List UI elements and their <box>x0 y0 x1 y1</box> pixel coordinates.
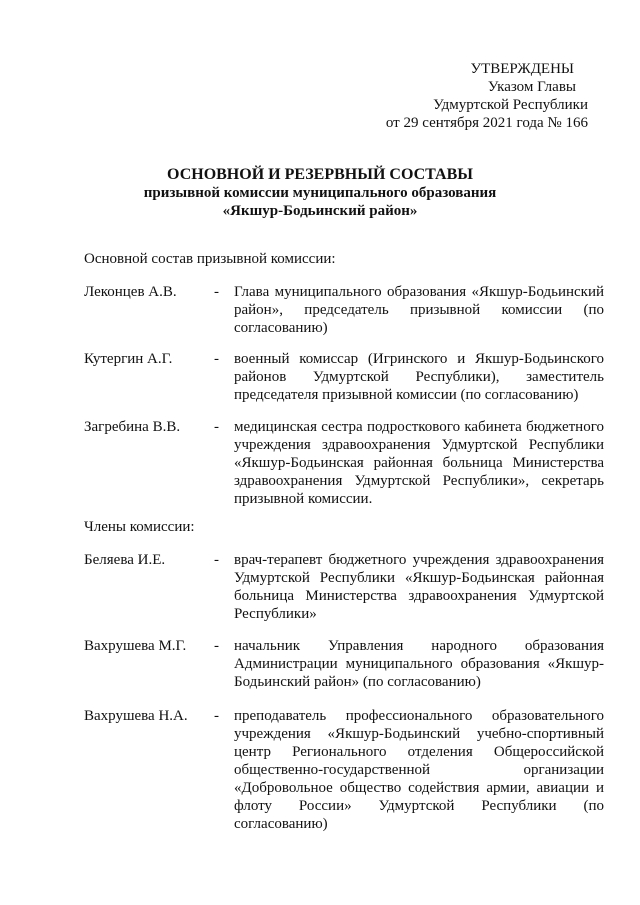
member-dash: - <box>214 351 219 367</box>
document-district: «Якшур-Бодьинский район» <box>222 203 418 219</box>
approval-block <box>328 60 588 132</box>
member-dash: - <box>214 284 219 300</box>
member-name: Вахрушева М.Г. <box>84 638 187 654</box>
member-name: Леконцев А.В. <box>84 284 177 300</box>
members-section-label: Члены комиссии: <box>84 519 195 535</box>
member-dash: - <box>214 638 219 654</box>
member-role: врач-терапевт бюджетного учреждения здравоохранения Удмуртской Республики «Якшур-Бодьинская районная больница Министерства здравоохранения Удмуртской Республики» <box>234 552 604 622</box>
member-name: Кутергин А.Г. <box>84 351 173 367</box>
member-dash: - <box>214 708 219 724</box>
approval-republic-line: Удмуртской Республики <box>433 97 588 113</box>
member-dash: - <box>214 552 219 568</box>
document-title: ОСНОВНОЙ И РЕЗЕРВНЫЙ СОСТАВЫ <box>167 166 473 183</box>
document-title-block <box>0 165 640 220</box>
document-subtitle: призывной комиссии муниципального образования <box>143 185 497 201</box>
member-role: медицинская сестра подросткового кабинета бюджетного учреждения здравоохранения Удмуртской Республики «Якшур-Бодьинская районная больница Министерства здравоохранения Удмуртской Республики», секретарь призывной комиссии. <box>234 419 604 507</box>
member-role: начальник Управления народного образования Администрации муниципального образования «Якшур-Бодьинский район» (по согласованию) <box>234 638 604 690</box>
approval-date-line: от 29 сентября 2021 года № 166 <box>385 115 588 131</box>
member-name: Вахрушева Н.А. <box>84 708 188 724</box>
approval-decree-line: Указом Главы <box>487 79 576 95</box>
member-role: военный комиссар (Игринского и Якшур-Бодьинского районов Удмуртской Республики), заместитель председателя призывной комиссии (по согласованию) <box>234 351 604 403</box>
member-name: Беляева И.Е. <box>84 552 166 568</box>
member-name: Загребина В.В. <box>84 419 181 435</box>
main-section-label: Основной состав призывной комиссии: <box>84 251 336 267</box>
member-dash: - <box>214 419 219 435</box>
approval-title: УТВЕРЖДЕНЫ <box>470 61 574 77</box>
member-role: Глава муниципального образования «Якшур-Бодьинский район», председатель призывной комиссии (по согласованию) <box>234 284 604 336</box>
member-role: преподаватель профессионального образовательного учреждения «Якшур-Бодьинский учебно-спортивный центр Регионального отделения Общероссийской общественно-государственной организации «Добровольное общество содействия армии, авиации и флоту России» Удмуртской Республики (по согласованию) <box>234 708 604 832</box>
